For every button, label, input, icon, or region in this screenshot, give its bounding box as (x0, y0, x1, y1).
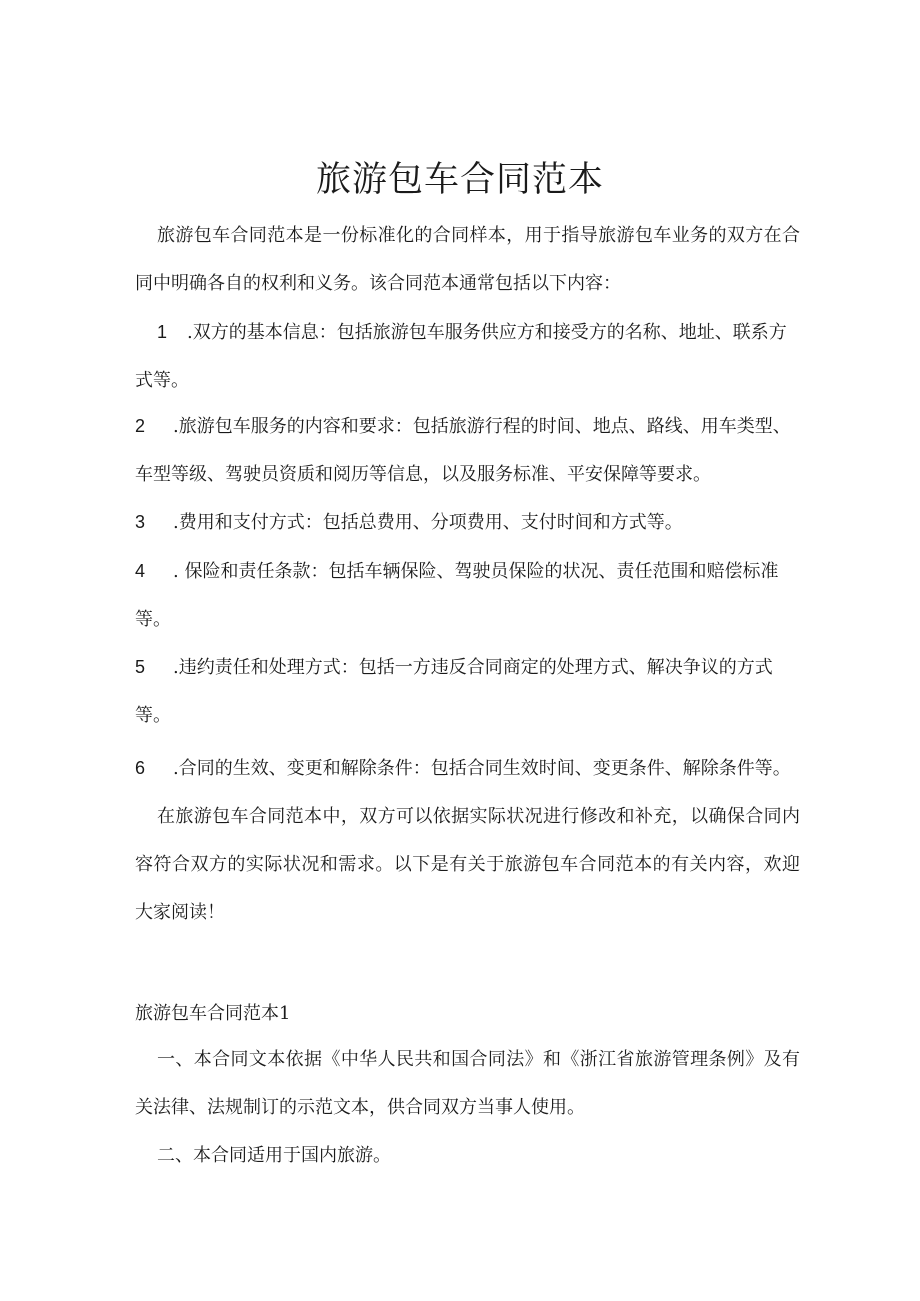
list-item (135, 643, 800, 740)
intro-paragraph: 旅游包车合同范本是一份标准化的合同样本，用于指导旅游包车业务的双方在合同中明确各自的权利和义务。该合同范本通常包括以下内容： (135, 225, 800, 294)
section-heading: 旅游包车合同范本1 (135, 1003, 291, 1024)
list-item-number: 3 (135, 512, 146, 532)
list-item-number: 2 (135, 416, 146, 436)
section-paragraph-1: 一、本合同文本依据《中华人民共和国合同法》和《浙江省旅游管理条例》及有关法律、法规制订的示范文本，供合同双方当事人使用。 (135, 1049, 800, 1118)
list-item-text: .旅游包车服务的内容和要求：包括旅游行程的时间、地点、路线、用车类型、车型等级、驾驶员资质和阅历等信息，以及服务标准、平安保障等要求。 (135, 416, 791, 485)
list-item-number: 6 (135, 758, 146, 778)
list-item-text: .合同的生效、变更和解除条件：包括合同生效时间、变更条件、解除条件等。 (173, 758, 791, 779)
list-item-text: .费用和支付方式：包括总费用、分项费用、支付时间和方式等。 (173, 512, 683, 533)
list-item-text: . 保险和责任条款：包括车辆保险、驾驶员保险的状况、责任范围和赔偿标准等。 (135, 561, 779, 630)
list-item (135, 402, 800, 499)
page-title: 旅游包车合同范本 (315, 160, 604, 201)
list-item (135, 498, 800, 547)
closing-paragraph: 在旅游包车合同范本中，双方可以依据实际状况进行修改和补充，以确保合同内容符合双方的实际状况和需求。以下是有关于旅游包车合同范本的有关内容，欢迎大家阅读！ (135, 806, 800, 923)
list-item-number: 4 (135, 561, 146, 581)
list-item-number: 1 (157, 322, 168, 342)
section-paragraph-2: 二、本合同适用于国内旅游。 (157, 1145, 391, 1166)
list-item (135, 744, 800, 793)
list-item (135, 308, 800, 405)
list-item (135, 547, 800, 644)
list-item-text: .违约责任和处理方式：包括一方违反合同商定的处理方式、解决争议的方式等。 (135, 657, 773, 726)
list-item-number: 5 (135, 657, 146, 677)
list-item-text: .双方的基本信息：包括旅游包车服务供应方和接受方的名称、地址、联系方式等。 (135, 322, 787, 391)
